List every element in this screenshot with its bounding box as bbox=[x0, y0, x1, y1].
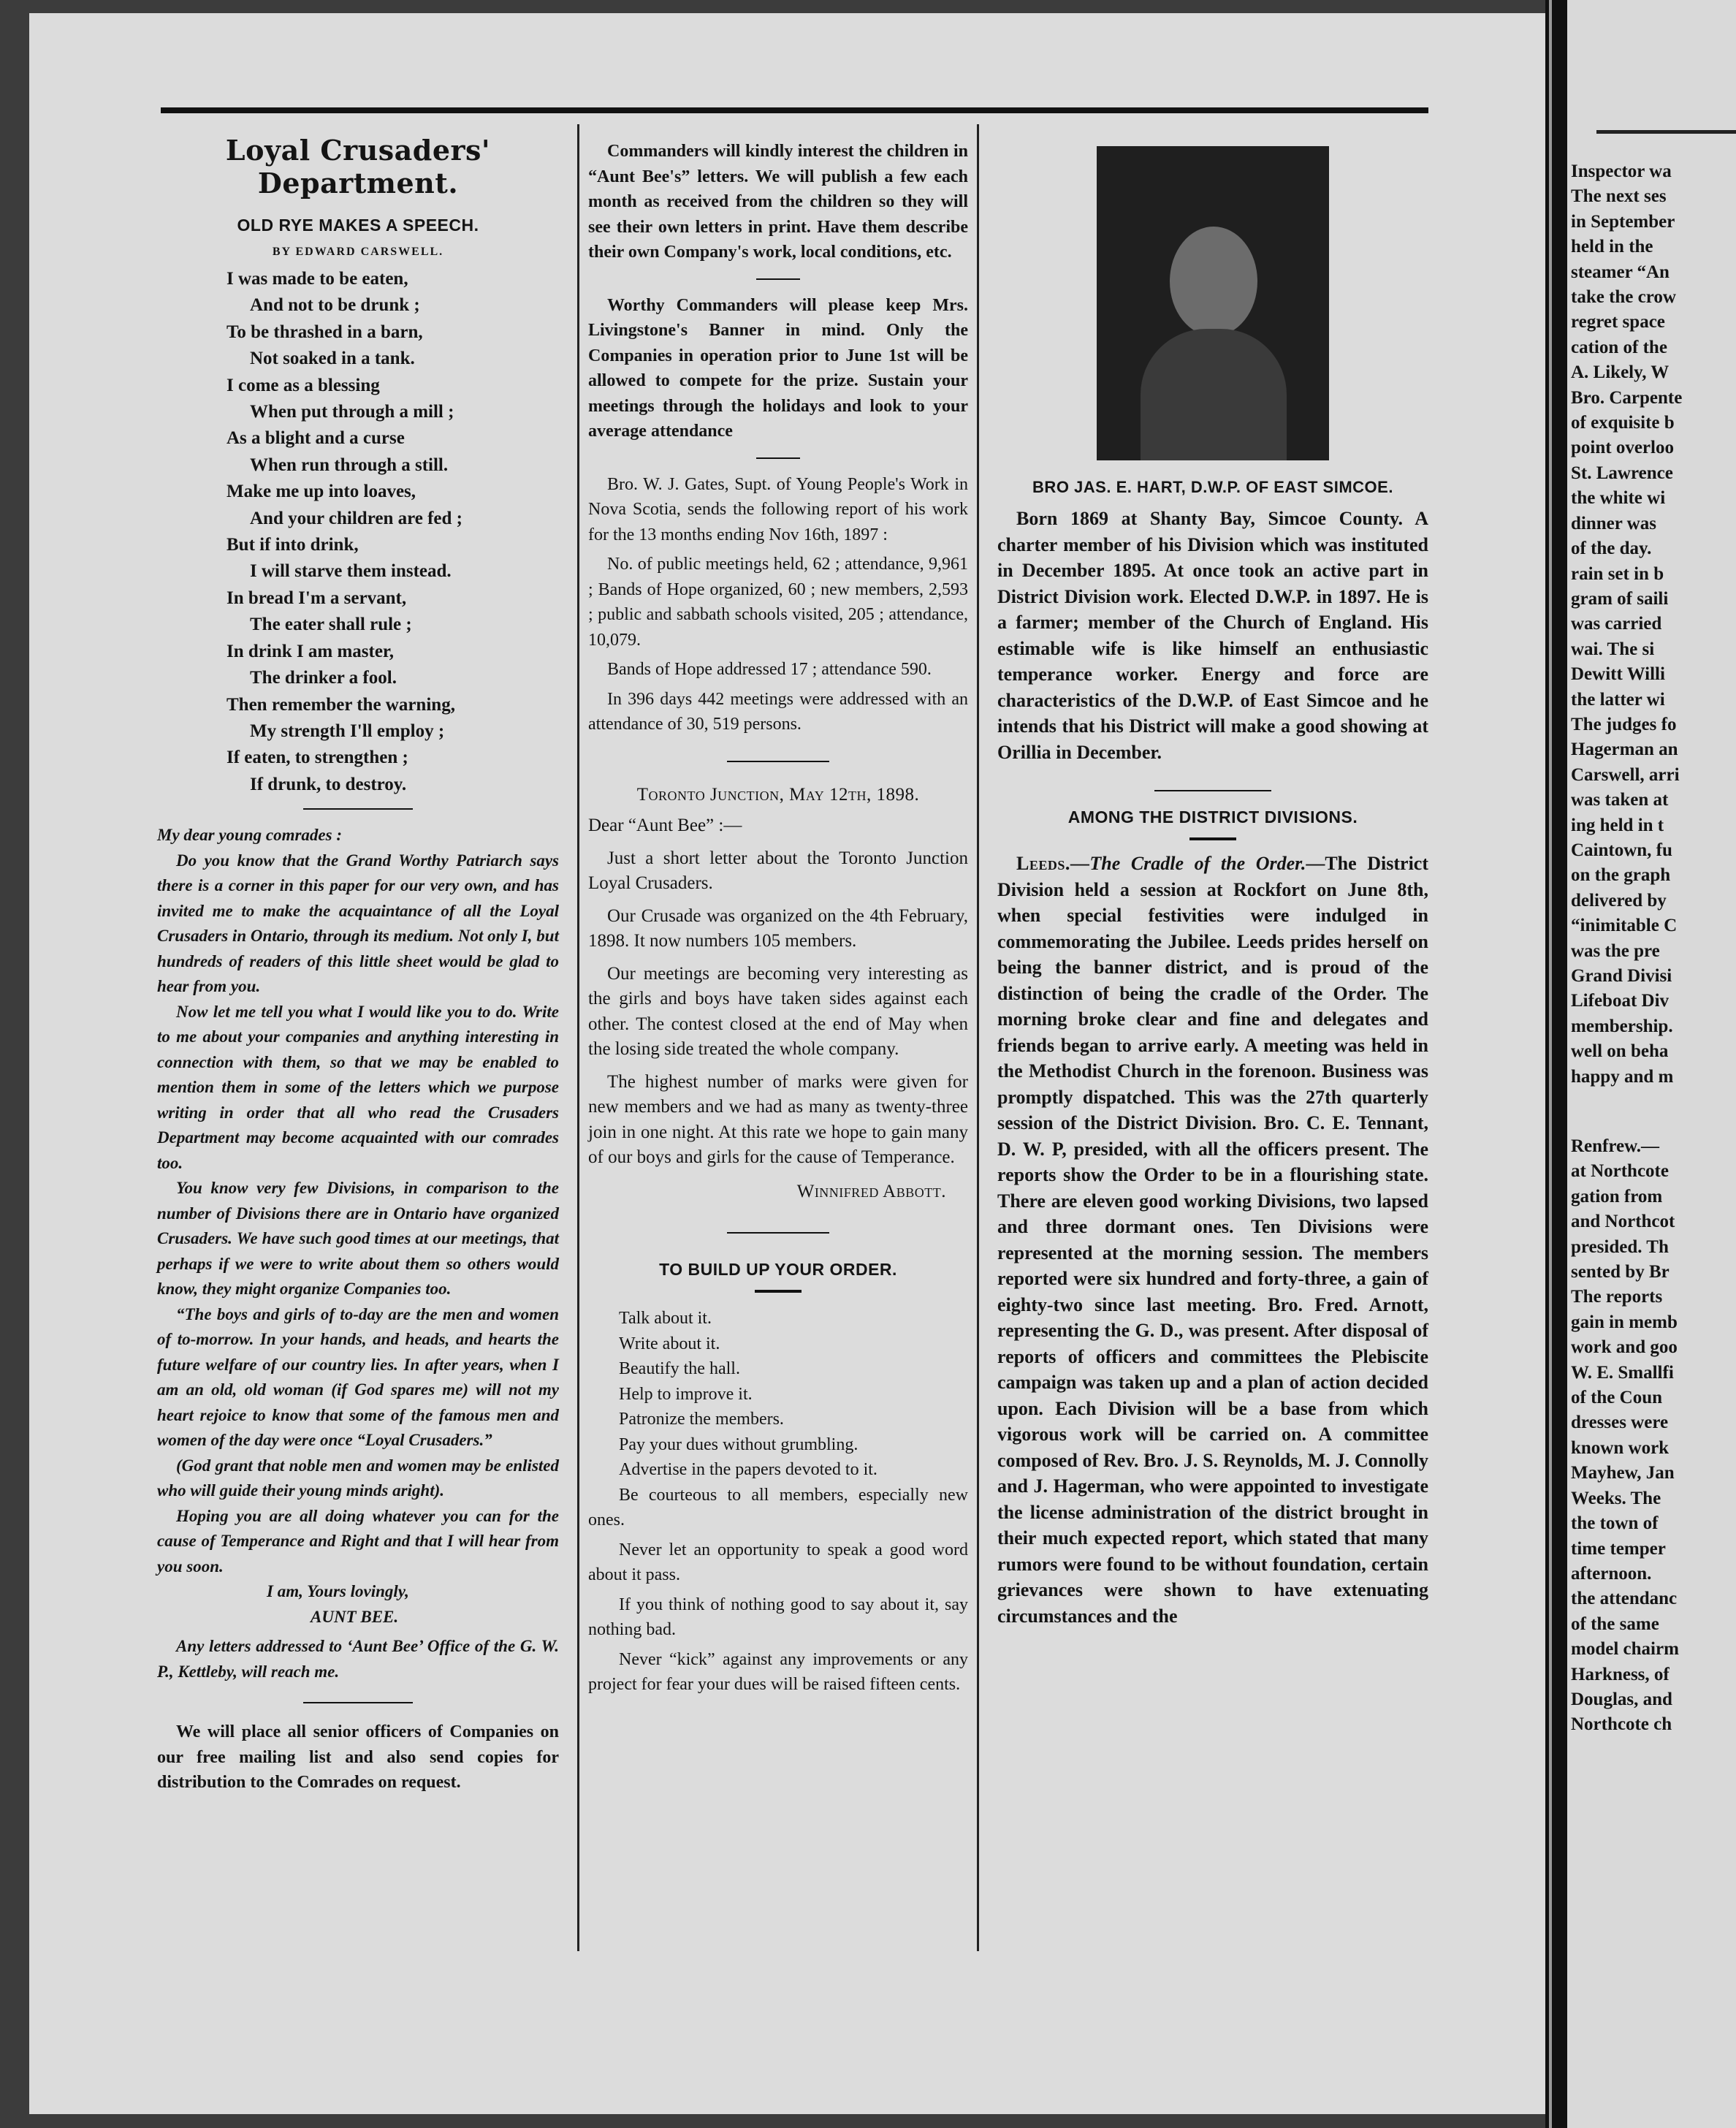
column-1 bbox=[157, 128, 559, 1796]
right-page-line: membership. bbox=[1571, 1016, 1673, 1036]
right-page-line: Lifeboat Div bbox=[1571, 991, 1670, 1011]
right-page-line: afternoon. bbox=[1571, 1563, 1652, 1584]
portrait-body-shape bbox=[1141, 329, 1287, 460]
right-page-line: at Northcote bbox=[1571, 1161, 1669, 1182]
build-list-item: Never “kick” against any improvements or any project for fear your dues will be raised fifteen cents. bbox=[588, 1649, 968, 1694]
separator-rule bbox=[303, 808, 413, 810]
letter-paragraph: “The boys and girls of to-day are the men and women of to-morrow. In your hands, and heads, and hearts the future welfare of our country lies. In after years, when I am an old, old woman (if God spares me) will not my heart rejoice to know that some of the famous men and women of the day were once “Loyal Crusaders.” bbox=[157, 1304, 559, 1450]
poem-line: Make me up into loaves, bbox=[226, 482, 416, 502]
right-page-line: of the day. bbox=[1571, 539, 1652, 559]
right-page-line: A. Likely, W bbox=[1571, 362, 1670, 383]
poem-line: Not soaked in a tank. bbox=[250, 349, 415, 369]
gates-report bbox=[588, 472, 968, 737]
poem-line: I come as a blessing bbox=[226, 375, 380, 395]
poem-line: When put through a mill ; bbox=[250, 402, 454, 422]
letter-paragraph: Now let me tell you what I would like you to do. Write to me about your companies and anything interesting in connection with them, so that we may be enabled to mention them in some of the letters which we purpose writing in order that all who read the Crusaders Department may become acquainted with our comrades too. bbox=[157, 1002, 559, 1172]
poem-line: If eaten, to strengthen ; bbox=[226, 748, 408, 768]
right-page-line: The reports bbox=[1571, 1287, 1663, 1307]
right-page-line: Inspector wa bbox=[1571, 162, 1672, 181]
right-page-line: of the Coun bbox=[1571, 1388, 1663, 1408]
poem-line: Then remember the warning, bbox=[226, 694, 455, 715]
column-2 bbox=[588, 139, 968, 1698]
hart-bio-text: Born 1869 at Shanty Bay, Simcoe County. A charter member of his Division which was instituted in December 1895. At once took an active part in District Division work. Elected D.W.P. in 1897. He is a farmer; member of the Church of England. His estimable wife is like himself an enthusiastic temperance worker. Energy and force are characteristics of the D.W.P. of East Simcoe and he intends that his District will make a good showing at Orillia in December. bbox=[997, 508, 1428, 763]
right-page-line: ing held in t bbox=[1571, 815, 1664, 835]
build-list-item: Pay your dues without grumbling. bbox=[619, 1434, 859, 1454]
letter-paragraph: (God grant that noble men and women may be enlisted who will guide their young minds aright). bbox=[157, 1456, 559, 1500]
letter-closing: I am, Yours lovingly, bbox=[267, 1582, 409, 1601]
toronto-paragraph: Our Crusade was organized on the 4th February, 1898. It now numbers 105 members. bbox=[588, 905, 968, 951]
letter-paragraph: You know very few Divisions, in comparison to the number of Divisions there are in Ontario have organized Crusaders. We have such good times at our meetings, that perhaps if we were to write about them so others would know, they might organize Companies too. bbox=[157, 1179, 559, 1299]
right-page-line: of exquisite b bbox=[1571, 413, 1675, 433]
right-page-line: held in the bbox=[1571, 237, 1653, 257]
page-edge-line bbox=[1549, 0, 1552, 2128]
right-page-line: model chairm bbox=[1571, 1639, 1679, 1660]
right-page-line: Weeks. The bbox=[1571, 1488, 1661, 1508]
build-list-item: Write about it. bbox=[619, 1334, 720, 1353]
right-page-line: dresses were bbox=[1571, 1413, 1669, 1433]
toronto-signature: Winnifred Abbott. bbox=[796, 1181, 946, 1201]
photo-caption: BRO JAS. E. HART, D.W.P. OF EAST SIMCOE. bbox=[1032, 478, 1393, 496]
right-page-line: regret space bbox=[1571, 312, 1665, 332]
column-3 bbox=[997, 124, 1428, 1629]
toronto-dateline: Toronto Junction, May 12th, 1898. bbox=[636, 784, 920, 805]
right-page-line: of the same bbox=[1571, 1614, 1659, 1634]
right-page-line: and Northcot bbox=[1571, 1212, 1675, 1232]
poem-line: And not to be drunk ; bbox=[250, 295, 420, 316]
right-page-line: the attendanc bbox=[1571, 1589, 1678, 1609]
right-page-line: Northcote ch bbox=[1571, 1714, 1672, 1735]
right-page-line: known work bbox=[1571, 1437, 1670, 1458]
leeds-lead: Leeds.— bbox=[1016, 853, 1090, 874]
column-rule-1 bbox=[577, 124, 579, 1951]
right-page-line: sented by Br bbox=[1571, 1262, 1670, 1282]
right-page-line: rain set in b bbox=[1571, 563, 1664, 584]
right-page-line: point overloo bbox=[1571, 438, 1674, 458]
right-page-line: Caintown, fu bbox=[1571, 840, 1672, 860]
right-page-line: Dewitt Willi bbox=[1571, 664, 1665, 685]
right-page-text-bottom bbox=[1571, 1134, 1736, 1738]
right-page-line: the town of bbox=[1571, 1513, 1659, 1534]
separator-rule bbox=[756, 278, 800, 280]
commanders-note-text: Commanders will kindly interest the children in “Aunt Bee's” letters. We will publish a few each month as received from the children so they will see their own letters in print. Have them describe their own Company's work, local conditions, etc. bbox=[588, 142, 968, 262]
separator-rule bbox=[1154, 790, 1271, 791]
right-page-line: gain in memb bbox=[1571, 1312, 1678, 1332]
poem-byline: BY EDWARD CARSWELL. bbox=[272, 246, 444, 258]
leeds-subtitle: The Cradle of the Order. bbox=[1089, 853, 1306, 874]
build-list-item: Beautify the hall. bbox=[619, 1359, 740, 1378]
toronto-salutation: Dear “Aunt Bee” :— bbox=[588, 816, 742, 835]
right-page-line: in September bbox=[1571, 211, 1675, 232]
right-page-line: Grand Divisi bbox=[1571, 966, 1672, 986]
right-page-line: gram of saili bbox=[1571, 588, 1669, 609]
build-heading: TO BUILD UP YOUR ORDER. bbox=[659, 1260, 897, 1279]
portrait-photo bbox=[1097, 146, 1329, 460]
poem-line: The drinker a fool. bbox=[250, 668, 397, 688]
right-page-line: was taken at bbox=[1571, 790, 1669, 810]
right-page-line: was the pre bbox=[1571, 940, 1660, 961]
build-list bbox=[588, 1306, 968, 1698]
toronto-letter bbox=[588, 783, 968, 1205]
right-page-line: Renfrew.— bbox=[1571, 1136, 1660, 1156]
right-page-line: was carried bbox=[1571, 614, 1662, 634]
right-page-line: “inimitable C bbox=[1571, 916, 1678, 936]
right-page-line: Bro. Carpente bbox=[1571, 387, 1683, 408]
poem-title: OLD RYE MAKES A SPEECH. bbox=[237, 216, 479, 235]
right-page-line: delivered by bbox=[1571, 890, 1667, 911]
district-heading: AMONG THE DISTRICT DIVISIONS. bbox=[1067, 808, 1358, 826]
letter-paragraph: Hoping you are all doing whatever you can for the cause of Temperance and Right and that I will hear from you soon. bbox=[157, 1506, 559, 1576]
right-page-line: on the graph bbox=[1571, 865, 1671, 886]
right-page-line: take the crow bbox=[1571, 287, 1676, 308]
right-page-line: work and goo bbox=[1571, 1337, 1678, 1358]
right-page-line: the latter wi bbox=[1571, 689, 1665, 710]
poem-line: In drink I am master, bbox=[226, 641, 394, 661]
build-list-item: Talk about it. bbox=[619, 1309, 712, 1328]
poem-line: I was made to be eaten, bbox=[226, 269, 408, 289]
poem-line: The eater shall rule ; bbox=[250, 615, 412, 635]
separator-rule bbox=[727, 1232, 829, 1234]
gates-days: In 396 days 442 meetings were addressed with an attendance of 30, 519 persons. bbox=[588, 689, 968, 734]
right-page-text-top bbox=[1571, 159, 1736, 1090]
right-page-line: steamer “An bbox=[1571, 262, 1670, 282]
letter-note: Any letters addressed to ‘Aunt Bee’ Office of the G. W. P., Kettleby, will reach me. bbox=[157, 1637, 559, 1681]
mailing-notice bbox=[157, 1720, 559, 1796]
separator-rule bbox=[756, 457, 800, 459]
column-rule-2 bbox=[977, 124, 979, 1951]
aunt-bee-letter bbox=[157, 823, 559, 1684]
build-list-item: Patronize the members. bbox=[619, 1410, 784, 1429]
right-page-line: presided. Th bbox=[1571, 1236, 1669, 1257]
right-page-line: the white wi bbox=[1571, 488, 1666, 509]
right-page-line: happy and m bbox=[1571, 1066, 1674, 1087]
separator-rule bbox=[303, 1702, 413, 1703]
right-page-line: Mayhew, Jan bbox=[1571, 1463, 1675, 1483]
poem-line: If drunk, to destroy. bbox=[250, 774, 407, 794]
top-rule bbox=[161, 107, 1428, 113]
build-list-item: Never let an opportunity to speak a good word about it pass. bbox=[588, 1540, 968, 1584]
hart-bio bbox=[997, 506, 1428, 765]
build-list-item: Be courteous to all members, especially new ones. bbox=[588, 1485, 968, 1530]
right-page-line: dinner was bbox=[1571, 513, 1656, 533]
right-page-line: wai. The si bbox=[1571, 639, 1655, 659]
poem-line: But if into drink, bbox=[226, 535, 359, 555]
department-title: Loyal Crusaders' Department. bbox=[225, 134, 491, 200]
build-list-item: Advertise in the papers devoted to it. bbox=[619, 1460, 877, 1479]
portrait-head-shape bbox=[1170, 227, 1257, 336]
toronto-paragraph: Our meetings are becoming very interesting as the girls and boys have taken sides against each other. The contest closed at the end of May when the losing side treated the whole company. bbox=[588, 963, 968, 1059]
poem-line: And your children are fed ; bbox=[250, 508, 462, 528]
right-page-line: well on beha bbox=[1571, 1041, 1669, 1062]
poem-line: To be thrashed in a barn, bbox=[226, 322, 423, 342]
right-page-line: gation from bbox=[1571, 1186, 1663, 1206]
poem-line: In bread I'm a servant, bbox=[226, 588, 407, 608]
build-list-item: Help to improve it. bbox=[619, 1384, 753, 1404]
letter-salutation: My dear young comrades : bbox=[157, 826, 342, 845]
right-page-line: time temper bbox=[1571, 1538, 1666, 1559]
build-list-item: If you think of nothing good to say about it, say nothing bad. bbox=[588, 1595, 968, 1639]
letter-signature: AUNT BEE. bbox=[311, 1607, 399, 1626]
right-page-line: Hagerman an bbox=[1571, 740, 1678, 760]
right-page-line: Carswell, arri bbox=[1571, 764, 1680, 785]
gates-bands: Bands of Hope addressed 17 ; attendance 590. bbox=[607, 660, 932, 679]
right-page-line: Douglas, and bbox=[1571, 1689, 1672, 1709]
right-page-line: W. E. Smallfi bbox=[1571, 1362, 1674, 1383]
leeds-report bbox=[997, 851, 1428, 1629]
poem bbox=[157, 266, 559, 798]
right-page-line: cation of the bbox=[1571, 337, 1667, 357]
right-page-line: The next ses bbox=[1571, 186, 1667, 207]
poem-line: I will starve them instead. bbox=[250, 561, 452, 582]
right-page-line: Harkness, of bbox=[1571, 1664, 1670, 1684]
poem-line: My strength I'll employ ; bbox=[250, 721, 445, 741]
banner-note-text: Worthy Commanders will please keep Mrs. Livingstone's Banner in mind. Only the Companies in operation prior to June 1st will be allowed to compete for the prize. Sustain your meetings through the holidays and look to your average attendance bbox=[588, 295, 968, 441]
poem-line: When run through a still. bbox=[250, 455, 449, 475]
toronto-paragraph: Just a short letter about the Toronto Junction Loyal Crusaders. bbox=[588, 848, 968, 893]
gates-report-text: Bro. W. J. Gates, Supt. of Young People's Work in Nova Scotia, sends the following report of his work for the 13 months ending Nov 16th, 1897 : bbox=[588, 474, 968, 544]
right-page-line: St. Lawrence bbox=[1571, 463, 1673, 483]
separator-rule bbox=[1189, 837, 1236, 840]
banner-note bbox=[588, 293, 968, 444]
gates-stats: No. of public meetings held, 62 ; attendance, 9,961 ; Bands of Hope organized, 60 ; new members, 2,593 ; public and sabbath schools visited, 205 ; attendance, 10,079. bbox=[588, 555, 968, 650]
separator-rule bbox=[727, 761, 829, 762]
toronto-paragraph: The highest number of marks were given for new members and we had as many as twenty-three join in one night. At this rate we hope to gain many of our boys and girls for the cause of Temperance. bbox=[588, 1071, 968, 1167]
leeds-text: —The District Division held a session at Rockfort on June 8th, when special festivities were indulged in commemorating the Jubilee. Leeds prides herself on being the banner district, and is proud of the distinction of being the cradle of the Order. The morning broke clear and fine and delegates and friends began to arrive early. A meeting was held in the Methodist Church in the forenoon. Business was promptly dispatched. This was the 27th quarterly session of the District Division. Bro. C. E. Tennant, D. W. P, presided, with all the officers present. The reports show the Order to be in a flourishing state. There are eleven good working Divisions, two lapsed and three dormant ones. Ten Divisions were represented at the morning session. The members reported were six hundred and forty-three, a gain of eighty-two since last meeting. Bro. Fred. Arnott, representing the G. D., was present. After disposal of reports of officers and committees the Plebiscite campaign was taken up and a plan of action decided upon. Each Division will be a base from which vigorous work will be carried on. A committee composed of Rev. Bro. J. S. Reynolds, M. J. Connolly and J. Hagerman, who were appointed to investigate the license administration of the district brought in their much expected report, which stated that many rumors were found to be without foundation, certain grievances were shown to have extenuating circumstances and the bbox=[997, 853, 1428, 1627]
commanders-note bbox=[588, 139, 968, 265]
right-page-line: The judges fo bbox=[1571, 714, 1677, 734]
letter-paragraph: Do you know that the Grand Worthy Patriarch says there is a corner in this paper for our very own, and has invited me to make the acquaintance of all the Loyal Crusaders in Ontario, through its medium. Not only I, but hundreds of readers of this little sheet would be glad to hear from you. bbox=[157, 851, 559, 996]
poem-line: As a blight and a curse bbox=[226, 428, 405, 449]
right-page-top-rule bbox=[1596, 130, 1736, 134]
mailing-notice-text: We will place all senior officers of Companies on our free mailing list and also send copies for distribution to the Comrades on request. bbox=[157, 1722, 559, 1793]
separator-rule bbox=[755, 1290, 802, 1293]
